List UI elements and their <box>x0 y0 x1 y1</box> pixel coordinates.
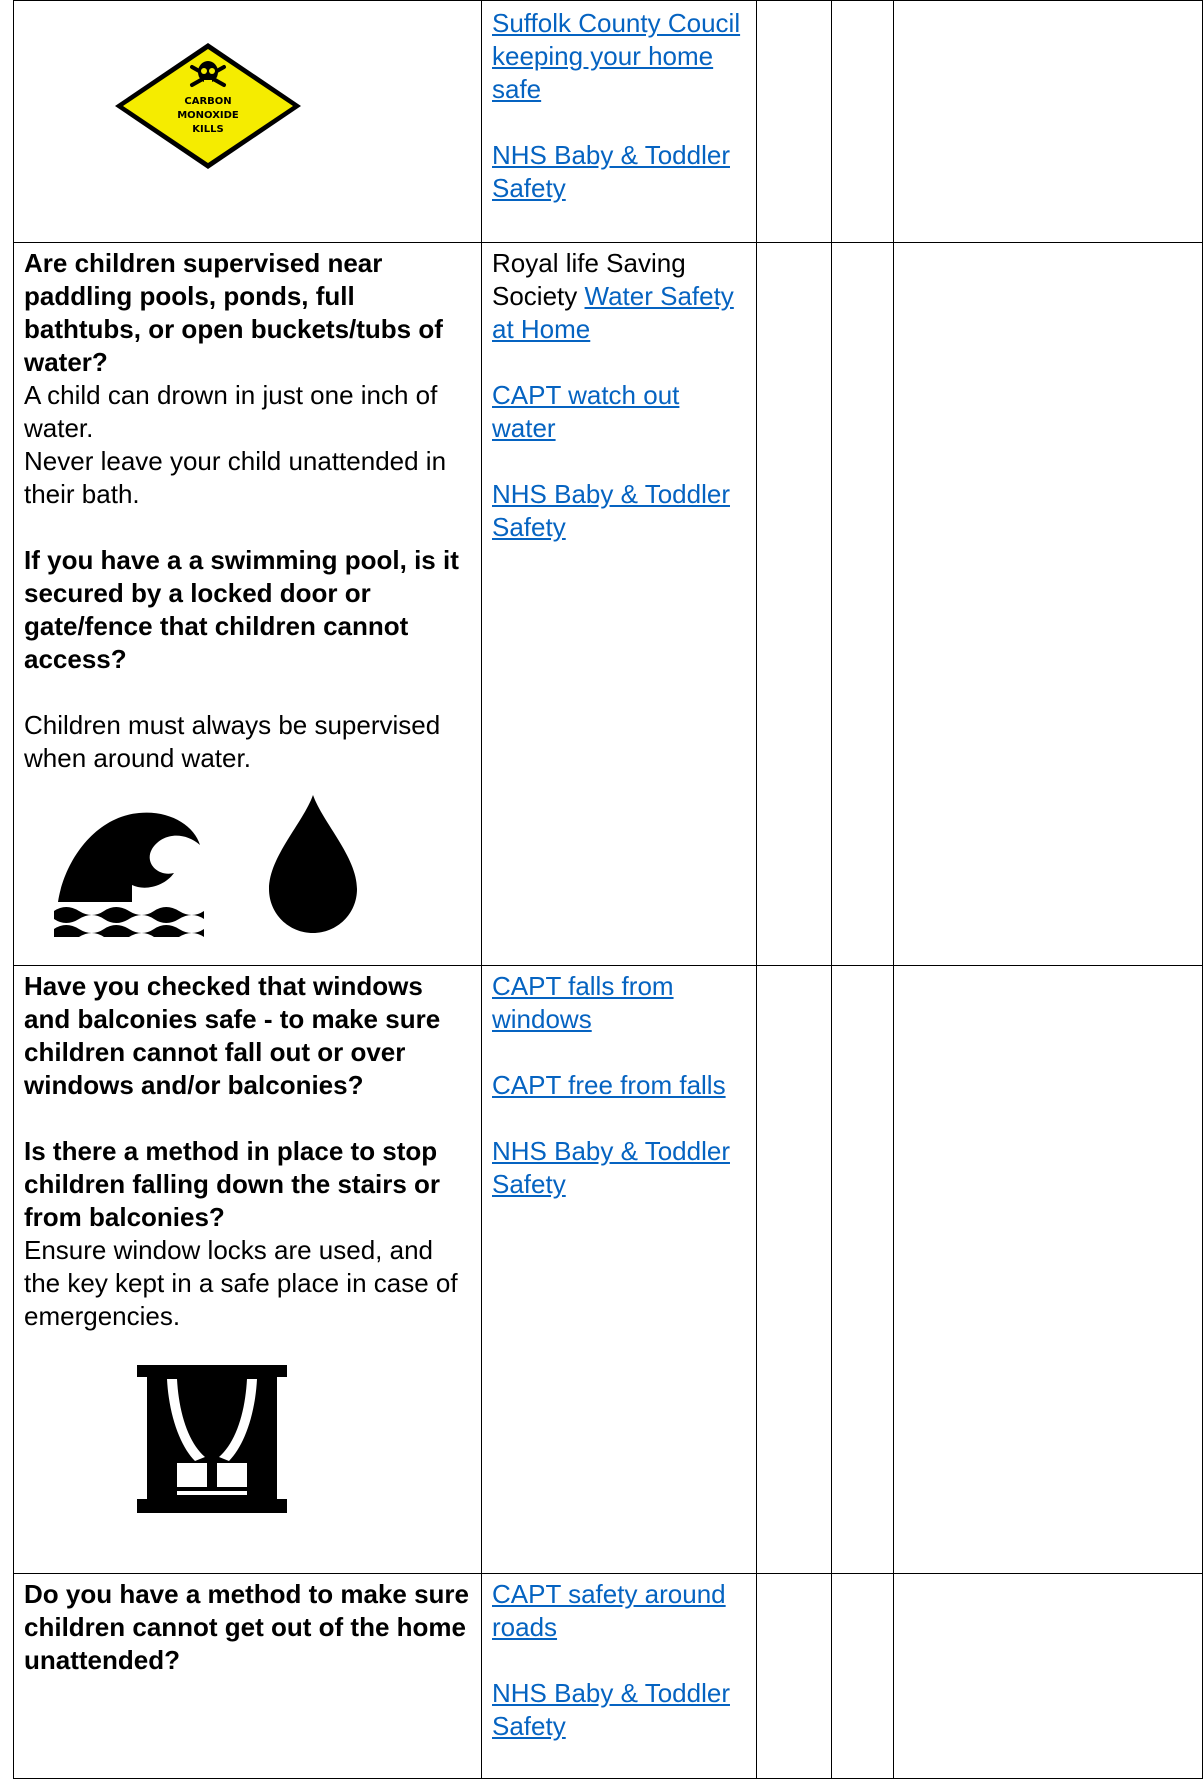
window-icon <box>137 1365 287 1513</box>
table-row <box>14 966 1203 1574</box>
question-swimming-pool: If you have a a swimming pool, is it secured by a locked door or gate/fence that children cannot access? <box>24 545 459 674</box>
link-water-safety-at-home[interactable]: Water Safety at Home <box>492 281 734 344</box>
link-suffolk-keeping-home-safe[interactable]: Suffolk County Coucil keeping your home safe <box>492 8 741 104</box>
table-row <box>14 243 1203 966</box>
link-nhs-baby-toddler-safety[interactable]: NHS Baby & Toddler Safety <box>492 479 730 542</box>
checkbox-cell-yes[interactable] <box>756 1 832 243</box>
info-window-locks: Ensure window locks are used, and the key kept in a safe place in case of emergencies. <box>24 1235 458 1331</box>
question-stairs-method: Is there a method in place to stop children falling down the stairs or from balconies? <box>24 1136 441 1232</box>
checkbox-cell-yes[interactable] <box>756 1574 832 1779</box>
link-capt-falls-from-windows[interactable]: CAPT falls from windows <box>492 971 674 1034</box>
question-water-supervision: Are children supervised near paddling pools, ponds, full bathtubs, or open buckets/tubs of water? <box>24 248 443 377</box>
info-drown-inch: A child can drown in just one inch of water. <box>24 380 438 443</box>
link-capt-watch-out-water[interactable]: CAPT watch out water <box>492 380 680 443</box>
co-sign-line2: MONOXIDE <box>177 110 239 121</box>
checkbox-cell-no[interactable] <box>832 1574 894 1779</box>
question-home-exit: Do you have a method to make sure children cannot get out of the home unattended? <box>24 1579 470 1675</box>
checkbox-cell-yes[interactable] <box>756 966 832 1574</box>
link-nhs-baby-toddler-safety[interactable]: NHS Baby & Toddler Safety <box>492 1136 730 1199</box>
checkbox-cell-no[interactable] <box>832 1 894 243</box>
checkbox-cell-yes[interactable] <box>756 243 832 966</box>
resources-cell <box>482 966 757 1574</box>
question-cell <box>14 1 482 243</box>
table-row <box>14 1574 1203 1779</box>
notes-cell[interactable] <box>894 243 1203 966</box>
wave-icon <box>54 807 206 937</box>
link-capt-free-from-falls[interactable]: CAPT free from falls <box>492 1070 726 1100</box>
co-sign-line1: CARBON <box>184 96 232 107</box>
question-cell <box>14 1574 482 1779</box>
question-cell <box>14 966 482 1574</box>
link-capt-safety-around-roads[interactable]: CAPT safety around roads <box>492 1579 726 1642</box>
resources-cell <box>482 243 757 966</box>
info-supervised-water: Children must always be supervised when around water. <box>24 710 441 773</box>
table-row <box>14 1 1203 243</box>
question-windows-balconies: Have you checked that windows and balconies safe - to make sure children cannot fall out or over windows and/or balconies? <box>24 971 441 1100</box>
checkbox-cell-no[interactable] <box>832 966 894 1574</box>
question-cell <box>14 243 482 966</box>
checkbox-cell-no[interactable] <box>832 243 894 966</box>
co-sign-line3: KILLS <box>192 124 224 135</box>
link-nhs-baby-toddler-safety[interactable]: NHS Baby & Toddler Safety <box>492 140 730 203</box>
resource-rlss-label: Royal life Saving Society <box>492 248 686 311</box>
info-bath-unattended: Never leave your child unattended in their bath. <box>24 446 447 509</box>
notes-cell[interactable] <box>894 1 1203 243</box>
notes-cell[interactable] <box>894 1574 1203 1779</box>
notes-cell[interactable] <box>894 966 1203 1574</box>
resources-cell <box>482 1574 757 1779</box>
carbon-monoxide-sign-icon <box>14 39 471 169</box>
water-drop-icon <box>265 795 361 935</box>
link-nhs-baby-toddler-safety[interactable]: NHS Baby & Toddler Safety <box>492 1678 730 1741</box>
resources-cell <box>482 1 757 243</box>
safety-checklist-table <box>13 0 1203 1779</box>
